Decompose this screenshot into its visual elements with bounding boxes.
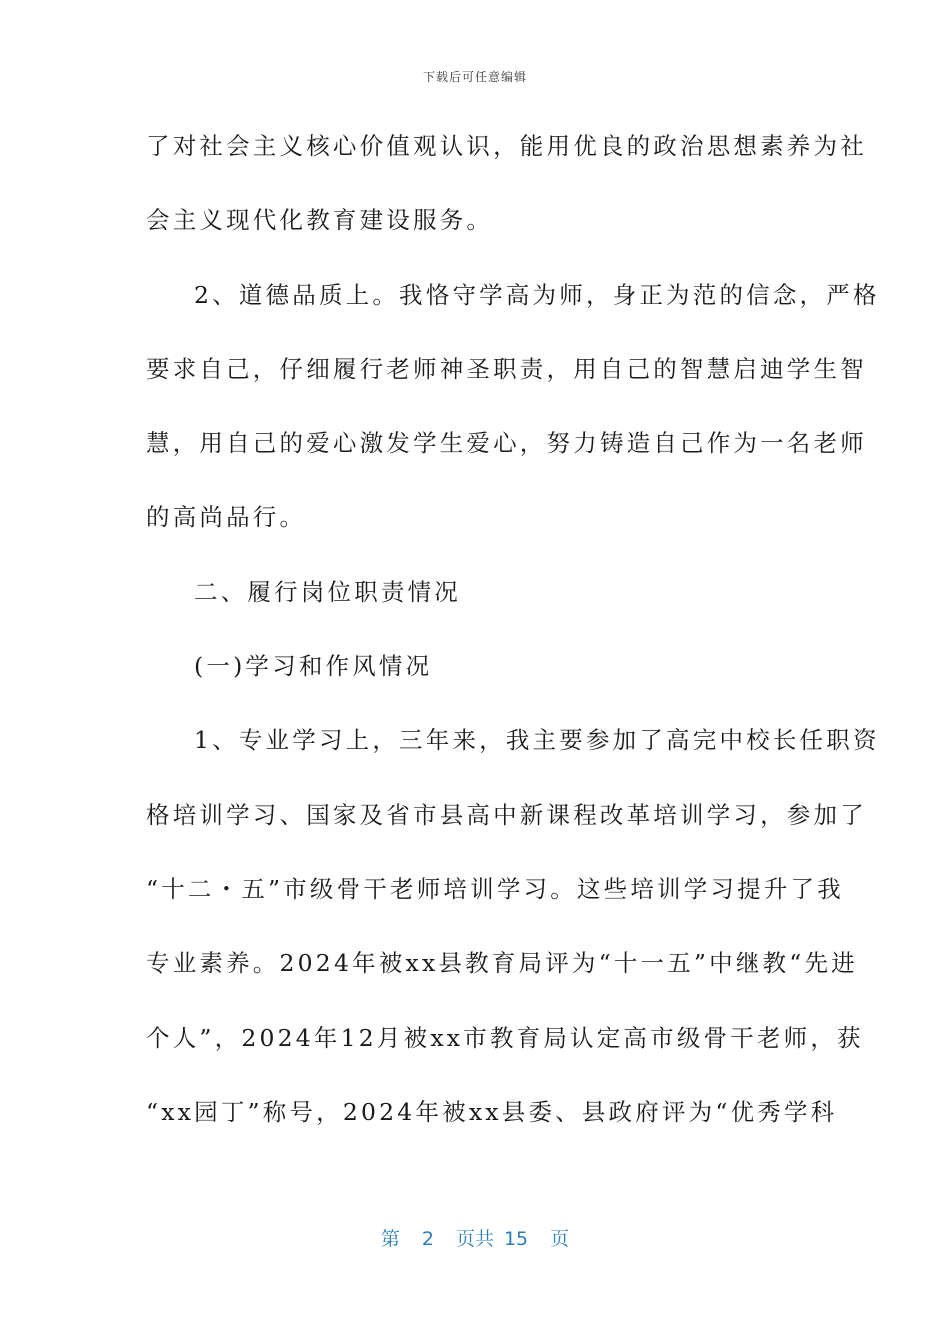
text-line: 的高尚品行。 — [146, 503, 307, 532]
section-heading: 二、履行岗位职责情况 — [194, 577, 461, 606]
footer-prefix: 第 — [380, 1228, 400, 1250]
text-line: 个人”，2024年12月被xx市教育局认定高市级骨干老师，获 — [146, 1023, 864, 1052]
header-note: 下载后可任意编辑 — [422, 70, 527, 84]
text-line: 了对社会主义核心价值观认识，能用优良的政治思想素养为社 — [146, 132, 867, 160]
text-line: 专业素养。2024年被xx县教育局评为“十一五”中继教“先进 — [146, 949, 858, 978]
document-body — [146, 122, 880, 1162]
text-line: 慧，用自己的爱心激发学生爱心，努力铸造自己作为一名老师 — [146, 429, 867, 458]
footer-suffix: 页 — [550, 1228, 570, 1250]
total-pages-number: 15 — [503, 1228, 529, 1250]
subsection-heading: (一)学习和作风情况 — [194, 652, 433, 681]
text-line: 1、专业学习上，三年来，我主要参加了高完中校长任职资 — [194, 726, 880, 755]
text-line: “十二・五”市级骨干老师培训学习。这些培训学习提升了我 — [146, 874, 844, 903]
text-line: 格培训学习、国家及省市县高中新课程改革培训学习，参加了 — [146, 800, 867, 829]
text-line: 会主义现代化教育建设服务。 — [146, 206, 494, 235]
text-line: 2、道德品质上。我恪守学高为师，身正为范的信念，严格 — [194, 280, 880, 309]
text-line: “xx园丁”称号，2024年被xx县委、县政府评为“优秀学科 — [146, 1097, 838, 1126]
current-page-number: 2 — [421, 1228, 434, 1250]
footer-middle: 页共 — [455, 1228, 494, 1250]
text-line: 要求自己，仔细履行老师神圣职责，用自己的智慧启迪学生智 — [146, 354, 867, 383]
page-number-footer — [0, 1224, 950, 1251]
